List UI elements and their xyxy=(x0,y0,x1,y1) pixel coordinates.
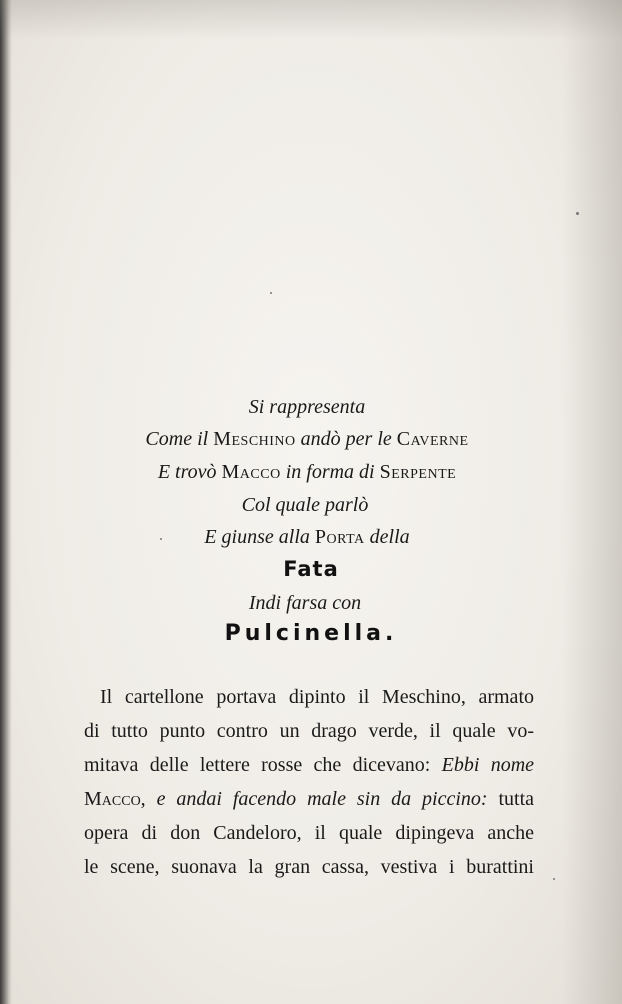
poster-line-si-rappresenta xyxy=(0,396,618,419)
poster-name-macco: Macco xyxy=(221,461,281,483)
poster-name-caverne: Caverne xyxy=(396,428,469,450)
poster-line-indi-farsa xyxy=(0,592,616,615)
poster-title-pulcinella: Pulcinella. xyxy=(224,621,398,646)
paragraph-line: di tutto punto contro un drago verde, il quale vo- xyxy=(84,720,534,742)
paragraph-line: opera di don Candeloro, il quale dipingeva anche xyxy=(84,822,534,844)
paper-speck xyxy=(576,212,579,215)
paper-speck xyxy=(270,292,272,294)
poster-text: Col quale parlò xyxy=(241,494,369,516)
paragraph-text: tutta xyxy=(498,788,535,810)
paragraph-name-macco: Macco, xyxy=(84,788,146,810)
poster-line-macco xyxy=(0,461,618,484)
poster-name-meschino: Meschino xyxy=(213,428,296,450)
paragraph-italic-text: e andai facendo male sin da piccino: xyxy=(156,788,488,810)
paper-speck xyxy=(553,878,555,880)
poster-text: della xyxy=(369,526,410,548)
paragraph-italic-text: Ebbi nome xyxy=(441,754,535,776)
paragraph-line: Il cartellone portava dipinto il Meschino, armato xyxy=(100,686,534,708)
poster-line-meschino xyxy=(0,428,618,451)
poster-text: E trovò xyxy=(157,461,217,483)
body-paragraph xyxy=(84,680,534,884)
poster-text: in forma di xyxy=(285,461,375,483)
poster-text: Si rappresenta xyxy=(248,396,366,418)
paragraph-text: mitava delle lettere rosse che dicevano: xyxy=(84,754,431,776)
poster-text: Come il xyxy=(145,428,209,450)
poster-title-fata: Fata xyxy=(283,557,339,581)
poster-line-porta xyxy=(0,526,618,549)
poster-line-col-quale xyxy=(0,494,616,517)
poster-text: E giunse alla xyxy=(204,526,310,548)
paragraph-line: le scene, suonava la gran cassa, vestiva i burattini xyxy=(84,856,534,878)
paragraph-line xyxy=(84,782,534,816)
poster-text: Indi farsa con xyxy=(248,592,362,614)
poster-name-porta: Porta xyxy=(314,526,365,548)
page-top-shadow xyxy=(0,0,622,40)
poster-name-serpente: Serpente xyxy=(379,461,457,483)
paragraph-line xyxy=(84,748,534,782)
poster-text: andò per le xyxy=(300,428,392,450)
